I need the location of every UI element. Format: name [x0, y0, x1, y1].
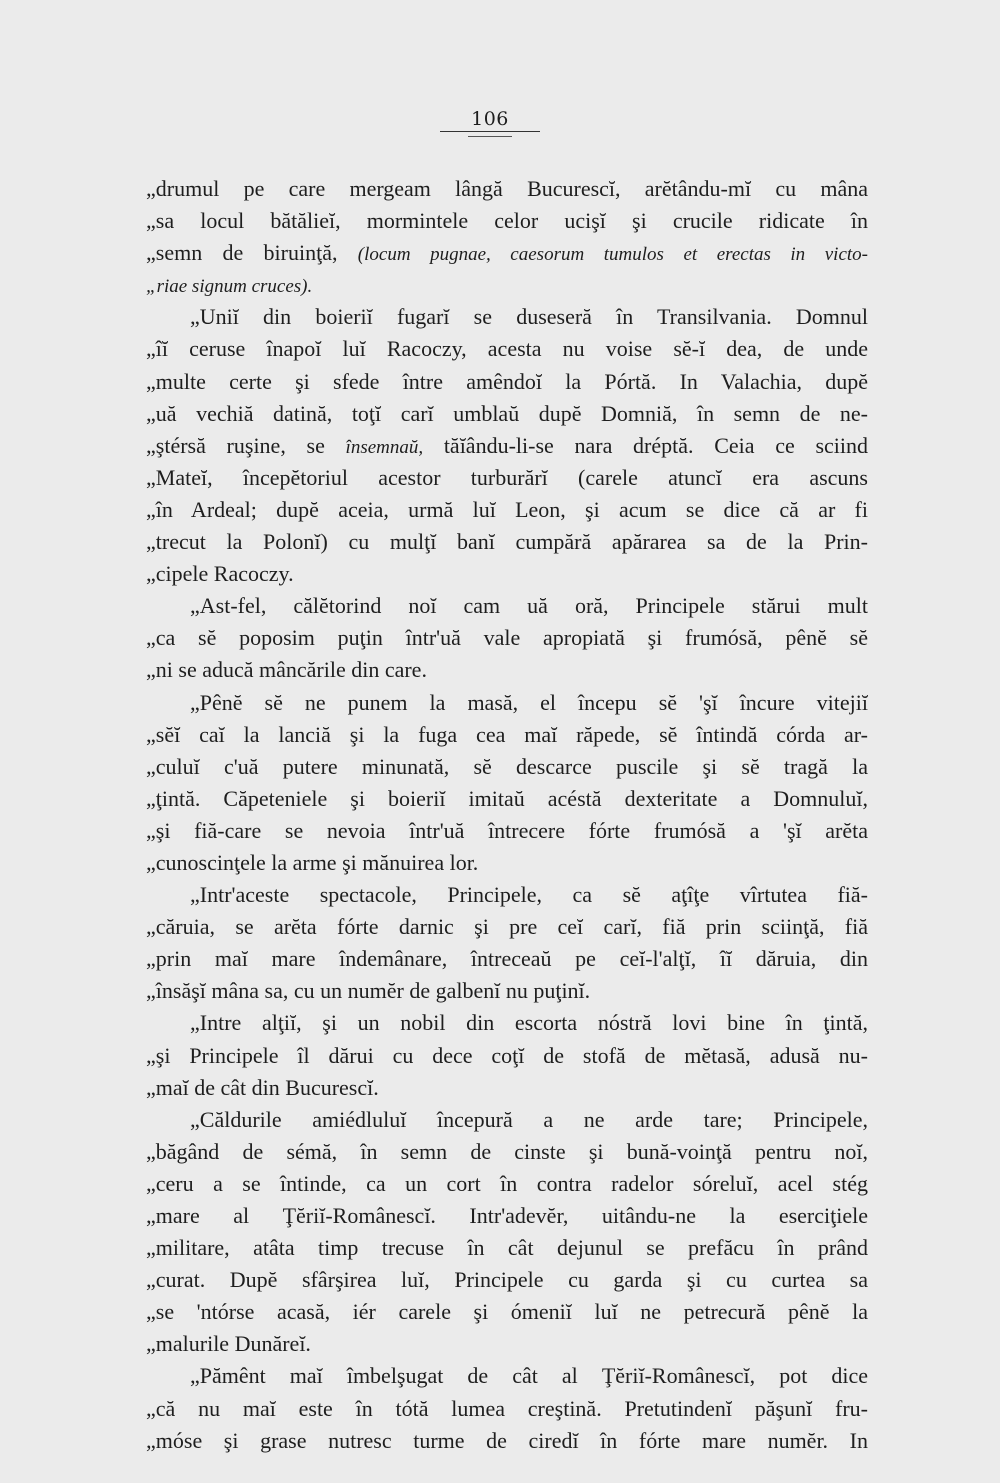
line-text: „semn de biruinţă, — [146, 240, 358, 266]
text-line — [146, 1007, 868, 1039]
page-number: 106 — [471, 108, 509, 130]
line-text: „Intre alţiĭ, şi un nobil din escorta nóstră lovi bine în ţintă, — [190, 1010, 868, 1036]
text-line — [146, 783, 868, 815]
text-line — [146, 719, 868, 751]
text-line — [146, 205, 868, 237]
text-line — [146, 494, 868, 526]
line-text: „ceru a se întinde, ca un cort în contra radelor sóreluĭ, acel stég — [146, 1170, 868, 1196]
line-text: „se 'ntórse acasă, iér carele şi ómeniĭ luĭ ne petrecură pênĕ la — [146, 1299, 868, 1325]
line-text: „băgând de sémă, în semn de cinste şi bună-voinţă pentru noĭ, — [146, 1138, 868, 1164]
text-line — [146, 237, 868, 269]
text-line — [146, 687, 868, 719]
line-text: „militare, atâta timp trecuse în cât dejunul se prefăcu în prând — [146, 1235, 868, 1261]
text-line — [146, 815, 868, 847]
line-text: „Căldurile amiédluluĭ începură a ne arde tare; Principele, — [190, 1106, 868, 1132]
text-line — [146, 366, 868, 398]
line-text: „prin maĭ mare îndemânare, întreceaŭ pe ceĭ-l'alţĭ, îĭ dăruia, din — [146, 946, 868, 972]
text-line — [146, 1136, 868, 1168]
text-line — [146, 1200, 868, 1232]
line-text: „şi fiă-care se nevoia într'uă întrecere fórte frumósă a 'şĭ arĕta — [146, 817, 868, 843]
text-line — [146, 269, 868, 301]
line-text: „móse şi grase nutresc turme de ciredĭ în fórte mare numĕr. In — [146, 1427, 868, 1453]
text-line — [146, 911, 868, 943]
line-text: „ca sĕ poposim puţin într'uă vale apropiată şi frumósă, pênĕ sĕ — [146, 625, 868, 651]
italic-latin-text: (locum pugnae, caesorum tumulos et erectas in victo- — [357, 244, 868, 266]
text-line — [146, 654, 868, 686]
line-text: „multe certe şi sfede între amêndoĭ la Pórtă. In Valachia, dupĕ — [146, 368, 868, 394]
text-line — [146, 1393, 868, 1425]
text-line — [146, 1328, 868, 1360]
line-text: „curat. Dupĕ sfârşirea luĭ, Principele cu garda şi cu curtea sa — [146, 1267, 868, 1293]
text-line — [146, 333, 868, 365]
line-text: „în Ardeal; dupĕ aceia, urmă luĭ Leon, şi acum se dice că ar fi — [146, 496, 868, 522]
line-text: „Ast-fel, călĕtorind noĭ cam uă oră, Principele stărui mult — [190, 593, 868, 619]
text-line — [146, 558, 868, 590]
text-line — [146, 173, 868, 205]
text-line — [146, 975, 868, 1007]
text-line — [146, 1168, 868, 1200]
text-line — [146, 1360, 868, 1392]
line-text: „mare al Ţĕriĭ-Românescĭ. Intr'adevĕr, uitându-ne la eserciţiele — [146, 1203, 868, 1228]
line-text: „malurile Dunăreĭ. — [146, 1331, 311, 1357]
line-text: „şi Principele îl dărui cu dece coţĭ de stofă de mĕtasă, adusă nu- — [146, 1042, 868, 1068]
text-line — [146, 1232, 868, 1264]
text-line — [146, 1296, 868, 1328]
line-text: „cunoscinţele la arme şi mănuirea lor. — [146, 849, 479, 875]
page-number-rule — [440, 131, 540, 132]
line-text: „Mateĭ, începĕtoriul acestor turburărĭ (carele atuncĭ era ascuns — [146, 464, 868, 490]
text-line — [146, 526, 868, 558]
text-line — [146, 1264, 868, 1296]
line-text: „căruia, se arĕta fórte darnic şi pre ceĭ carĭ, fiă prin sciinţă, fiă — [146, 914, 868, 940]
line-text: „îĭ ceruse înapoĭ luĭ Racoczy, acesta nu voise sĕ-ĭ dea, de unde — [146, 336, 868, 362]
line-text: „maĭ de cât din Bucurescĭ. — [146, 1074, 379, 1100]
text-line — [146, 1040, 868, 1072]
text-line — [146, 751, 868, 783]
text-line — [146, 943, 868, 975]
text-line — [146, 301, 868, 333]
line-text: „ni se aducă mâncările din care. — [146, 657, 427, 683]
line-text: „Uniĭ din boieriĭ fugarĭ se duseseră în Transilvania. Domnul — [190, 304, 868, 330]
line-text: „ţintă. Căpeteniele şi boieriĭ imitaŭ acéstă dexteritate a Domnuluĭ, — [146, 785, 868, 811]
line-text: „Pênĕ sĕ ne punem la masă, el începu sĕ 'şĭ încure vitejiĭ — [190, 689, 868, 715]
line-text: „ştérsă ruşine, se — [146, 432, 346, 458]
text-line — [146, 398, 868, 430]
line-text: „cipele Racoczy. — [146, 561, 294, 587]
line-text: „că nu maĭ este în tótă lumea creştină. Pretutindenĭ păşunĭ fru- — [146, 1395, 868, 1421]
line-text: tăĭându-li-se nara dréptă. Ceia ce sciind — [423, 432, 868, 458]
line-text: „sa locul bătălieĭ, mormintele celor ucişĭ şi crucile ridicate în — [146, 208, 868, 234]
line-text: „culuĭ c'uă putere minunată, sĕ descarce puscile şi sĕ tragă la — [146, 753, 868, 779]
line-text: „uă vechiă datină, toţĭ carĭ umblaŭ dupĕ Domniă, în semn de ne- — [146, 400, 868, 426]
page-number-rule-short — [468, 136, 512, 137]
text-line — [146, 622, 868, 654]
line-text: „drumul pe care mergeam lângă Bucurescĭ, arĕtându-mĭ cu mâna — [146, 176, 868, 201]
line-text: „sĕĭ caĭ la lanciă şi la fuga cea maĭ răpede, sĕ întindă córda ar- — [146, 721, 868, 747]
line-text: „Intr'aceste spectacole, Principele, ca sĕ aţîţe vîrtutea fiă- — [190, 882, 868, 908]
italic-latin-text: „riae signum cruces). — [146, 276, 313, 298]
text-line — [146, 590, 868, 622]
line-text: „trecut la Polonĭ) cu mulţĭ banĭ cumpără apărarea sa de la Prin- — [146, 529, 868, 555]
text-line — [146, 1425, 868, 1457]
text-line — [146, 1072, 868, 1104]
text-line — [146, 462, 868, 494]
line-text: „însăşĭ mâna sa, cu un numĕr de galbenĭ nu puţinĭ. — [146, 978, 591, 1004]
text-line — [146, 847, 868, 879]
body-text — [146, 173, 868, 1457]
text-line — [146, 879, 868, 911]
line-text: „Pămênt maĭ îmbelşugat de cât al Ţĕriĭ-Românescĭ, pot dice — [190, 1363, 868, 1389]
text-line — [146, 430, 868, 462]
text-line — [146, 1104, 868, 1136]
italic-latin-text: însemnaŭ, — [345, 436, 424, 458]
